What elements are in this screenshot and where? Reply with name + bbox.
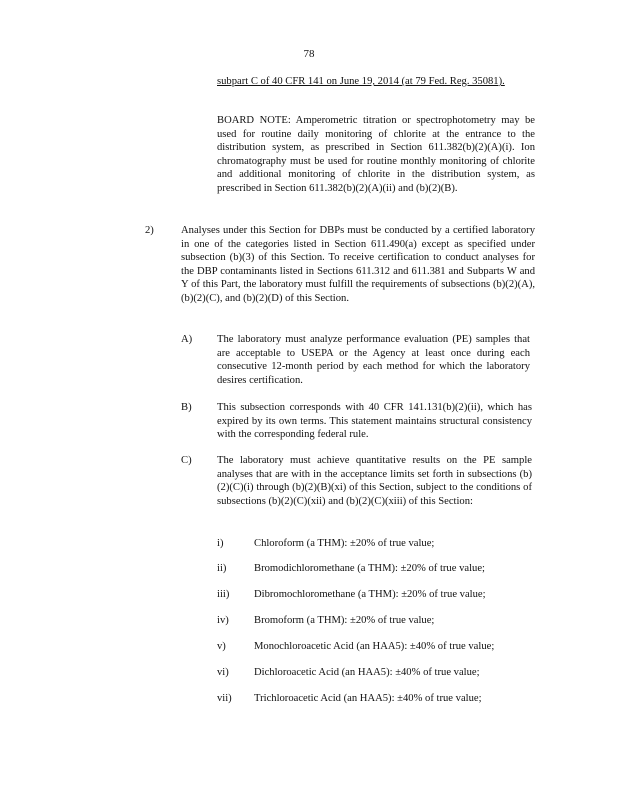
item-2-text: Analyses under this Section for DBPs must be conducted by a certified laboratory in one of the categories listed in Section 611.490(a) except as specified under subsection (b)(3) of this Section. To receive certification to conduct analyses for the DBP contaminants listed in Sections 611.312 and 611.381 and Subparts W and Y of this Part, the laboratory must fulfill the requirements of subsections (b)(2)(A), (b)(2)(C), and (b)(2)(D) of this Section. (181, 225, 535, 304)
limit-item-text: Monochloroacetic Acid (an HAA5): ±40% of true value; (254, 641, 495, 652)
limit-item-text: Chloroform (a THM): ±20% of true value; (254, 538, 435, 549)
limit-item-label: vi) (217, 667, 229, 678)
board-note: BOARD NOTE: Amperometric titration or spectrophotometry may be used for routine daily monitoring of chlorite at the entrance to the distribution system, as prescribed in Section 611.382(b)(2)(A)(i). Ion chromatography must be used for routine monthly monitoring of chlorite and additional monitoring of chlorite in the distribution system, as prescribed in Section 611.382(b)(2)(A)(ii) and (b)(2)(B). (217, 115, 535, 194)
limit-item-label: v) (217, 641, 226, 652)
limit-item-label: vii) (217, 693, 232, 704)
limit-item-label: iii) (217, 589, 230, 600)
limit-item-label: iv) (217, 615, 229, 626)
limit-item-text: Bromodichloromethane (a THM): ±20% of true value; (254, 563, 485, 574)
limit-item-text: Dichloroacetic Acid (an HAA5): ±40% of true value; (254, 667, 480, 678)
limit-item-text: Trichloroacetic Acid (an HAA5): ±40% of true value; (254, 693, 482, 704)
sub-c-label: C) (181, 455, 192, 466)
item-2-label: 2) (145, 225, 154, 236)
limit-item-text: Bromoform (a THM): ±20% of true value; (254, 615, 435, 626)
limit-item-label: i) (217, 538, 224, 549)
sub-b-text: This subsection corresponds with 40 CFR 141.131(b)(2)(ii), which has expired by its own terms. This statement maintains structural consistency with the corresponding federal rule. (217, 402, 532, 441)
amendment-source-text: subpart C of 40 CFR 141 on June 19, 2014 (at 79 Fed. Reg. 35081). (217, 76, 505, 87)
sub-a-text: The laboratory must analyze performance evaluation (PE) samples that are acceptable to USEPA or the Agency at least once during each consecutive 12-month period by each method for which the laboratory desires certification. (217, 334, 530, 386)
limit-item-label: ii) (217, 563, 227, 574)
sub-b-label: B) (181, 402, 192, 413)
sub-c-text: The laboratory must achieve quantitative results on the PE sample analyses that are with in the acceptance limits set forth in subsections (b)(2)(C)(i) through (b)(2)(B)(xi) of this Section, subject to the conditions of subsections (b)(2)(C)(xii) and (b)(2)(C)(xiii) of this Section: (217, 455, 532, 507)
page-number: 78 (303, 48, 315, 60)
sub-a-label: A) (181, 334, 193, 345)
limit-item-text: Dibromochloromethane (a THM): ±20% of true value; (254, 589, 486, 600)
